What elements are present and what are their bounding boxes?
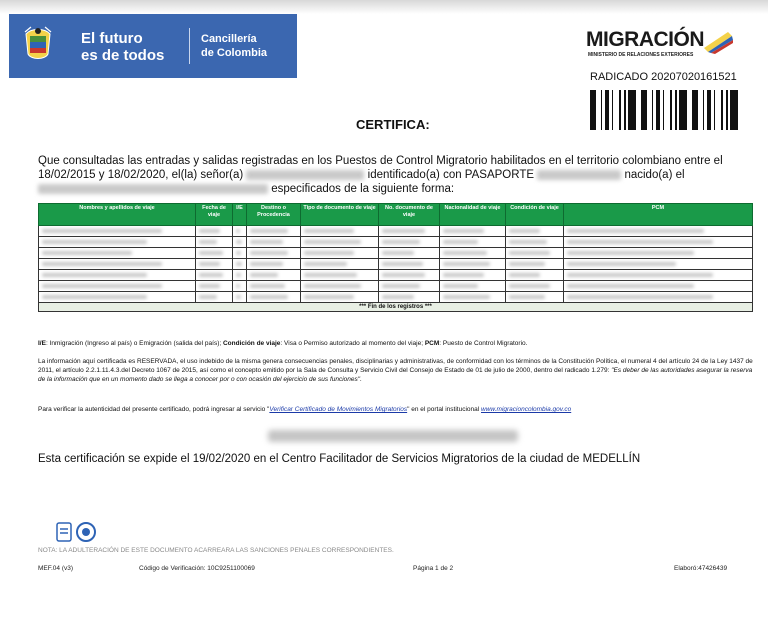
redacted-cell-text xyxy=(382,262,423,266)
redacted-cell-text xyxy=(509,273,540,277)
redacted-cell-text xyxy=(567,295,713,299)
redacted-cell-text xyxy=(199,262,220,266)
table-cell xyxy=(39,270,196,281)
migracion-logo-word: MIGRACIÓN xyxy=(586,28,704,51)
col-header-destino: Destino o Procedencia xyxy=(247,204,301,226)
table-cell xyxy=(247,248,301,259)
page-title: CERTIFICA: xyxy=(356,117,430,132)
table-cell xyxy=(301,292,379,303)
redacted-cell-text xyxy=(509,262,545,266)
table-cell xyxy=(301,259,379,270)
table-cell xyxy=(379,292,440,303)
redacted-cell-text xyxy=(509,295,545,299)
redacted-cell-text xyxy=(382,295,414,299)
table-cell xyxy=(564,226,753,237)
table-cell xyxy=(247,281,301,292)
redacted-cell-text xyxy=(42,240,147,244)
table-cell xyxy=(379,248,440,259)
table-cell xyxy=(301,226,379,237)
table-cell xyxy=(564,248,753,259)
table-header-row xyxy=(39,204,753,226)
form-code: MEF.04 (v3) xyxy=(38,565,74,572)
redacted-cell-text xyxy=(443,284,478,288)
table-cell xyxy=(39,248,196,259)
table-cell xyxy=(440,259,506,270)
redacted-cell-text xyxy=(250,273,278,277)
redacted-cell-text xyxy=(250,295,288,299)
table-cell xyxy=(247,270,301,281)
redacted-cell-text xyxy=(250,240,283,244)
table-row xyxy=(39,237,753,248)
table-cell xyxy=(196,226,233,237)
redacted-cell-text xyxy=(443,262,490,266)
table-cell xyxy=(440,237,506,248)
redacted-cell-text xyxy=(443,273,484,277)
table-cell xyxy=(379,270,440,281)
table-cell xyxy=(196,237,233,248)
table-cell xyxy=(440,270,506,281)
redacted-cell-text xyxy=(199,295,217,299)
redacted-cell-text xyxy=(236,295,241,299)
redacted-cell-text xyxy=(42,262,162,266)
end-of-records: *** Fin de los registros *** xyxy=(39,303,753,312)
table-cell xyxy=(506,281,564,292)
table-cell xyxy=(39,237,196,248)
gov-divider xyxy=(189,28,190,64)
table-row xyxy=(39,226,753,237)
table-cell xyxy=(506,226,564,237)
redacted-cell-text xyxy=(567,284,694,288)
redacted-cell-text xyxy=(42,284,162,288)
col-header-pcm: PCM xyxy=(564,204,753,226)
radicado-number: RADICADO 20207020161521 xyxy=(590,71,737,83)
col-header-ie: I/E xyxy=(233,204,247,226)
col-header-no-doc: No. documento de viaje xyxy=(379,204,440,226)
redacted-cell-text xyxy=(304,284,361,288)
redacted-verification-code xyxy=(268,430,518,442)
verify-service-link[interactable]: Verificar Certificado de Movimientos Migratorios xyxy=(269,406,408,413)
redacted-cell-text xyxy=(567,240,713,244)
table-cell xyxy=(506,292,564,303)
table-cell xyxy=(506,248,564,259)
movements-table xyxy=(38,203,753,312)
redacted-cell-text xyxy=(42,295,147,299)
table-cell xyxy=(247,259,301,270)
table-cell xyxy=(196,292,233,303)
redacted-cell-text xyxy=(236,284,240,288)
table-cell xyxy=(233,281,247,292)
table-cell xyxy=(440,248,506,259)
redacted-cell-text xyxy=(509,240,547,244)
redacted-cell-text xyxy=(509,284,550,288)
gov-banner xyxy=(9,14,297,78)
top-shadow xyxy=(0,0,768,14)
table-cell xyxy=(39,292,196,303)
footer-verification-code: Código de Verificación: 10C9251100069 xyxy=(139,565,255,572)
redacted-cell-text xyxy=(250,284,285,288)
verify-instructions: Para verificar la autenticidad del presente certificado, podrá ingresar al servicio "Verificar Certificado de Movimientos Migratorios" en el portal institucional www.migracioncolombia.gov.co xyxy=(38,406,572,413)
redacted-birth-info xyxy=(38,184,268,194)
table-cell xyxy=(301,270,379,281)
redacted-cell-text xyxy=(509,251,550,255)
table-cell xyxy=(39,281,196,292)
redacted-cell-text xyxy=(250,229,288,233)
redacted-cell-text xyxy=(199,251,223,255)
table-cell xyxy=(233,270,247,281)
redacted-cell-text xyxy=(304,251,354,255)
col-header-condicion: Condición de viaje xyxy=(506,204,564,226)
table-cell xyxy=(379,281,440,292)
table-cell xyxy=(379,259,440,270)
table-cell xyxy=(379,226,440,237)
table-cell xyxy=(564,259,753,270)
table-legend: I/E: Inmigración (Ingreso al país) o Emigración (salida del país); Condición de viaje: Visa o Permiso autorizado al momento del viaje; PCM: Puesto de Control Migratorio. xyxy=(38,340,528,347)
redacted-cell-text xyxy=(236,251,241,255)
redacted-cell-text xyxy=(250,251,288,255)
page-number: Página 1 de 2 xyxy=(413,565,454,572)
redacted-cell-text xyxy=(382,240,420,244)
table-cell xyxy=(564,281,753,292)
table-cell xyxy=(39,259,196,270)
table-cell xyxy=(301,237,379,248)
redacted-cell-text xyxy=(236,273,241,277)
table-row xyxy=(39,259,753,270)
col-header-nacionalidad: Nacionalidad de viaje xyxy=(440,204,506,226)
redacted-cell-text xyxy=(304,229,354,233)
table-cell xyxy=(506,259,564,270)
redacted-cell-text xyxy=(382,251,414,255)
redacted-cell-text xyxy=(382,229,425,233)
table-row xyxy=(39,292,753,303)
table-cell xyxy=(564,292,753,303)
redacted-cell-text xyxy=(509,229,540,233)
table-cell xyxy=(301,281,379,292)
redacted-cell-text xyxy=(236,229,240,233)
redacted-name xyxy=(246,170,364,180)
intro-paragraph: Que consultadas las entradas y salidas registradas en los Puestos de Control Migratorio habilitados en el territorio colombiano entre el 18/02/2015 y 18/02/2020, el(la) señor(a) identificado(a) con PASAPORTE nacido(a) el especificados de la siguiente forma: xyxy=(38,155,723,195)
col-header-nombres: Nombres y apellidos de viaje xyxy=(39,204,196,226)
portal-link[interactable]: www.migracioncolombia.gov.co xyxy=(481,406,572,413)
adulteration-note: NOTA: LA ADULTERACIÓN DE ESTE DOCUMENTO ACARREARA LAS SANCIONES PENALES CORRESPONDIENTES. xyxy=(38,547,394,554)
redacted-cell-text xyxy=(236,240,242,244)
col-header-fecha: Fecha de viaje xyxy=(196,204,233,226)
table-cell xyxy=(233,259,247,270)
col-header-tipo-doc: Tipo de documento de viaje xyxy=(301,204,379,226)
table-cell xyxy=(440,281,506,292)
table-cell xyxy=(506,270,564,281)
redacted-cell-text xyxy=(304,273,357,277)
legal-notice: La información aquí certificada es RESERVADA, el uso indebido de la misma genera consecuencias penales, disciplinarias y administrativas, de conformidad con los términos de la Constitución Política, el numeral 4 del artículo 24 de la Ley 1437 de 2011, el artículo 2.2.1.11.4.3.del Decreto 1067 de 2015, así como el concepto emitido por la Sala de Consulta y Servicio Civil del Consejo de Estado de 01 de julio de 2000, dentro del radicado 1.279: "Es deber de las autoridades asegurar la reserva de la información que en un momento dado se llega a conocer por o con ocasión del ejercicio de sus funciones". xyxy=(38,358,753,383)
table-cell xyxy=(196,270,233,281)
redacted-cell-text xyxy=(443,251,487,255)
table-row xyxy=(39,248,753,259)
certification-seals-icon xyxy=(54,519,100,545)
redacted-cell-text xyxy=(567,273,713,277)
flag-swoosh-icon xyxy=(702,30,734,54)
redacted-cell-text xyxy=(382,284,420,288)
table-cell xyxy=(196,259,233,270)
redacted-cell-text xyxy=(199,284,220,288)
redacted-cell-text xyxy=(199,273,223,277)
migracion-logo xyxy=(586,28,736,64)
gov-entity: Cancillería de Colombia xyxy=(201,33,268,59)
coat-of-arms-icon xyxy=(23,26,53,66)
end-of-records-row xyxy=(39,303,753,312)
migracion-logo-sub: MINISTERIO DE RELACIONES EXTERIORES xyxy=(588,52,694,58)
table-cell xyxy=(247,292,301,303)
redacted-cell-text xyxy=(382,273,425,277)
issue-statement: Esta certificación se expide el 19/02/2020 en el Centro Facilitador de Servicios Migratorios de la ciudad de MEDELLÍN xyxy=(38,453,641,465)
elaboro: Elaboró:47426439 xyxy=(674,565,728,572)
table-cell xyxy=(196,248,233,259)
table-cell xyxy=(39,226,196,237)
redacted-cell-text xyxy=(567,251,694,255)
redacted-cell-text xyxy=(567,262,676,266)
redacted-cell-text xyxy=(42,251,132,255)
table-cell xyxy=(564,270,753,281)
redacted-cell-text xyxy=(42,273,147,277)
redacted-cell-text xyxy=(199,229,220,233)
redacted-cell-text xyxy=(443,295,490,299)
table-row xyxy=(39,281,753,292)
redacted-passport xyxy=(537,170,621,180)
table-cell xyxy=(247,237,301,248)
redacted-cell-text xyxy=(250,262,283,266)
table-cell xyxy=(301,248,379,259)
table-cell xyxy=(379,237,440,248)
table-cell xyxy=(440,292,506,303)
table-cell xyxy=(247,226,301,237)
redacted-cell-text xyxy=(304,240,361,244)
table-cell xyxy=(233,237,247,248)
redacted-cell-text xyxy=(443,229,484,233)
redacted-cell-text xyxy=(304,295,354,299)
redacted-cell-text xyxy=(199,240,217,244)
redacted-cell-text xyxy=(567,229,704,233)
table-cell xyxy=(233,226,247,237)
gov-slogan: El futuro es de todos xyxy=(81,30,165,64)
table-cell xyxy=(233,248,247,259)
table-cell xyxy=(506,237,564,248)
redacted-cell-text xyxy=(42,229,162,233)
redacted-cell-text xyxy=(304,262,347,266)
barcode-icon xyxy=(588,90,738,130)
redacted-cell-text xyxy=(443,240,478,244)
table-cell xyxy=(440,226,506,237)
table-cell xyxy=(196,281,233,292)
redacted-cell-text xyxy=(236,262,242,266)
table-cell xyxy=(233,292,247,303)
table-cell xyxy=(564,237,753,248)
table-row xyxy=(39,270,753,281)
